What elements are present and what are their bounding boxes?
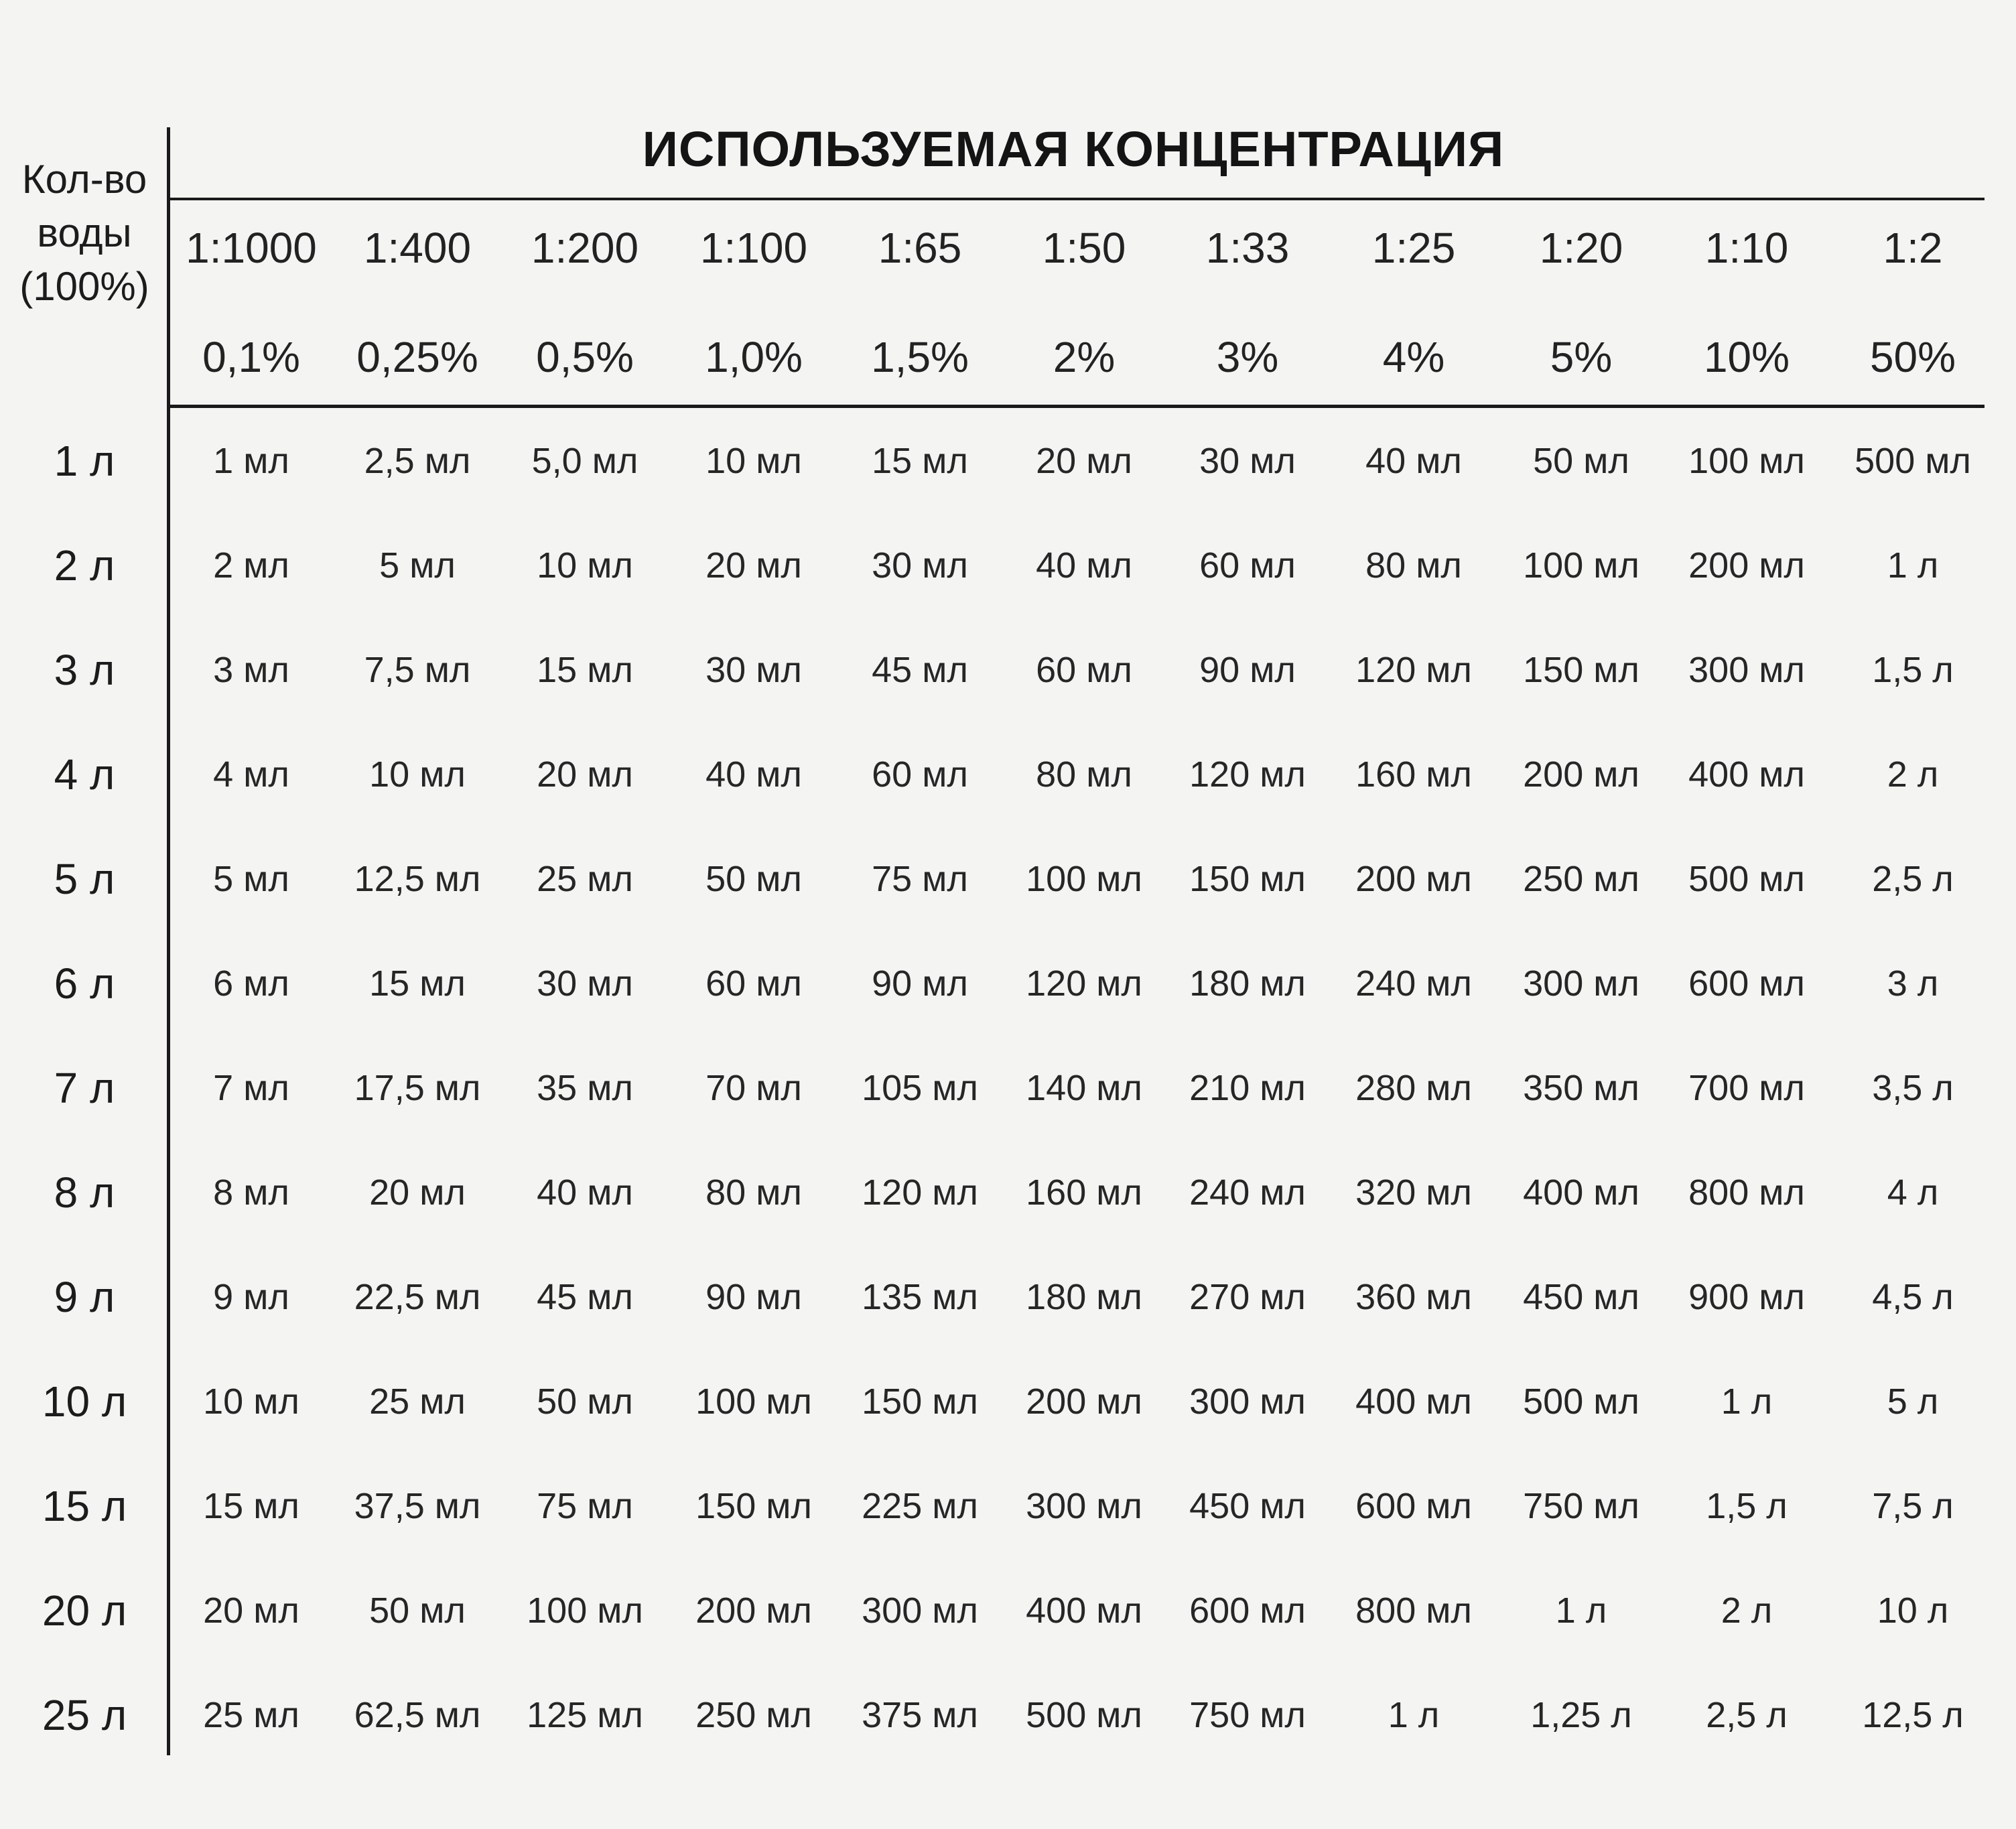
water-volume-label: 4 л	[54, 750, 115, 799]
dose-cell: 300 мл	[1026, 1486, 1142, 1526]
dose-cell: 5 мл	[379, 545, 456, 586]
percent-header: 5%	[1550, 333, 1613, 381]
dose-cell: 280 мл	[1355, 1068, 1472, 1108]
dose-cell: 30 мл	[705, 650, 802, 690]
dose-cell: 5,0 мл	[531, 441, 639, 481]
dose-cell: 2,5 мл	[364, 441, 471, 481]
water-volume-label: 25 л	[42, 1691, 127, 1739]
dose-cell: 100 мл	[695, 1381, 812, 1422]
dose-cell: 200 мл	[695, 1590, 812, 1631]
dose-cell: 75 мл	[537, 1486, 633, 1526]
percent-header: 50%	[1869, 333, 1956, 381]
dose-cell: 180 мл	[1189, 963, 1306, 1004]
dose-cell: 1,5 л	[1706, 1486, 1788, 1526]
dose-cell: 40 мл	[537, 1172, 633, 1213]
dose-cell: 40 мл	[1365, 441, 1462, 481]
dose-cell: 300 мл	[1688, 650, 1805, 690]
dose-cell: 140 мл	[1026, 1068, 1142, 1108]
dose-cell: 10 мл	[537, 545, 633, 586]
dose-cell: 25 мл	[203, 1695, 299, 1735]
dose-cell: 750 мл	[1523, 1486, 1639, 1526]
water-volume-label: 10 л	[42, 1377, 127, 1426]
dose-cell: 50 мл	[705, 859, 802, 899]
dose-cell: 400 мл	[1026, 1590, 1142, 1631]
dose-cell: 400 мл	[1523, 1172, 1639, 1213]
dose-cell: 25 мл	[537, 859, 633, 899]
dose-cell: 10 мл	[369, 754, 466, 795]
dose-cell: 120 мл	[1026, 963, 1142, 1004]
ratio-header: 1:2	[1883, 224, 1943, 272]
dose-cell: 150 мл	[1523, 650, 1639, 690]
dose-cell: 17,5 мл	[354, 1068, 481, 1108]
percent-header: 1,0%	[705, 333, 803, 381]
dose-cell: 800 мл	[1688, 1172, 1805, 1213]
dose-cell: 1,5 л	[1872, 650, 1954, 690]
dose-cell: 10 мл	[705, 441, 802, 481]
dose-cell: 150 мл	[862, 1381, 978, 1422]
water-volume-label: 5 л	[54, 855, 115, 903]
dose-cell: 1 л	[1388, 1695, 1440, 1735]
dose-cell: 45 мл	[872, 650, 968, 690]
dose-cell: 10 л	[1877, 1590, 1949, 1631]
ratio-header: 1:10	[1704, 224, 1789, 272]
dose-cell: 35 мл	[537, 1068, 633, 1108]
dose-cell: 3 мл	[213, 650, 289, 690]
dose-cell: 10 мл	[203, 1381, 299, 1422]
dose-cell: 50 мл	[369, 1590, 466, 1631]
dose-cell: 300 мл	[1189, 1381, 1306, 1422]
dose-cell: 600 мл	[1355, 1486, 1472, 1526]
dose-cell: 100 мл	[1688, 441, 1805, 481]
dose-cell: 4,5 л	[1872, 1277, 1954, 1317]
dose-cell: 270 мл	[1189, 1277, 1306, 1317]
dose-cell: 350 мл	[1523, 1068, 1639, 1108]
dose-cell: 100 мл	[1026, 859, 1142, 899]
dose-cell: 400 мл	[1355, 1381, 1472, 1422]
dose-cell: 40 мл	[1036, 545, 1132, 586]
dose-cell: 225 мл	[862, 1486, 978, 1526]
dose-cell: 5 мл	[213, 859, 289, 899]
dose-cell: 100 мл	[1523, 545, 1639, 586]
dose-cell: 120 мл	[1189, 754, 1306, 795]
percent-header: 4%	[1382, 333, 1445, 381]
dose-cell: 600 мл	[1688, 963, 1805, 1004]
dose-cell: 3,5 л	[1872, 1068, 1954, 1108]
dose-cell: 50 мл	[537, 1381, 633, 1422]
dose-cell: 100 мл	[527, 1590, 643, 1631]
dose-cell: 1 мл	[213, 441, 289, 481]
dose-cell: 240 мл	[1355, 963, 1472, 1004]
dose-cell: 300 мл	[1523, 963, 1639, 1004]
ratio-header: 1:400	[363, 224, 472, 272]
percent-header: 3%	[1216, 333, 1279, 381]
dose-cell: 90 мл	[872, 963, 968, 1004]
dose-cell: 500 мл	[1855, 441, 1971, 481]
dose-cell: 2 л	[1887, 754, 1939, 795]
percent-header: 0,25%	[356, 333, 478, 381]
dose-cell: 400 мл	[1688, 754, 1805, 795]
dose-cell: 60 мл	[1199, 545, 1296, 586]
dose-cell: 75 мл	[872, 859, 968, 899]
dose-cell: 20 мл	[537, 754, 633, 795]
dose-cell: 200 мл	[1688, 545, 1805, 586]
dose-cell: 50 мл	[1533, 441, 1629, 481]
dose-cell: 800 мл	[1355, 1590, 1472, 1631]
dose-cell: 7,5 л	[1872, 1486, 1954, 1526]
dose-cell: 135 мл	[862, 1277, 978, 1317]
dose-cell: 240 мл	[1189, 1172, 1306, 1213]
dose-cell: 2,5 л	[1872, 859, 1954, 899]
dose-cell: 80 мл	[1365, 545, 1462, 586]
dose-cell: 7 мл	[213, 1068, 289, 1108]
water-volume-label: 9 л	[54, 1273, 115, 1321]
dose-cell: 25 мл	[369, 1381, 466, 1422]
water-volume-label: 7 л	[54, 1064, 115, 1112]
dose-cell: 60 мл	[1036, 650, 1132, 690]
dose-cell: 45 мл	[537, 1277, 633, 1317]
dose-cell: 125 мл	[527, 1695, 643, 1735]
ratio-header: 1:20	[1539, 224, 1623, 272]
percent-header: 2%	[1053, 333, 1116, 381]
dose-cell: 450 мл	[1523, 1277, 1639, 1317]
dose-cell: 500 мл	[1026, 1695, 1142, 1735]
water-volume-label: 2 л	[54, 541, 115, 590]
dose-cell: 160 мл	[1355, 754, 1472, 795]
dose-cell: 20 мл	[203, 1590, 299, 1631]
dose-cell: 6 мл	[213, 963, 289, 1004]
dose-cell: 105 мл	[862, 1068, 978, 1108]
dose-cell: 5 л	[1887, 1381, 1939, 1422]
dose-cell: 120 мл	[862, 1172, 978, 1213]
ratio-header: 1:25	[1371, 224, 1456, 272]
dose-cell: 30 мл	[872, 545, 968, 586]
dose-cell: 22,5 мл	[354, 1277, 481, 1317]
dose-cell: 20 мл	[1036, 441, 1132, 481]
dose-cell: 70 мл	[705, 1068, 802, 1108]
dose-cell: 700 мл	[1688, 1068, 1805, 1108]
dose-cell: 60 мл	[705, 963, 802, 1004]
water-volume-label: 6 л	[54, 959, 115, 1008]
water-volume-label: 8 л	[54, 1168, 115, 1217]
dose-cell: 30 мл	[537, 963, 633, 1004]
dose-cell: 120 мл	[1355, 650, 1472, 690]
dose-cell: 750 мл	[1189, 1695, 1306, 1735]
dose-cell: 600 мл	[1189, 1590, 1306, 1631]
dose-cell: 500 мл	[1688, 859, 1805, 899]
dose-cell: 37,5 мл	[354, 1486, 481, 1526]
ratio-header: 1:33	[1205, 224, 1290, 272]
dose-cell: 1 л	[1887, 545, 1939, 586]
dose-cell: 360 мл	[1355, 1277, 1472, 1317]
dose-cell: 300 мл	[862, 1590, 978, 1631]
dose-cell: 150 мл	[695, 1486, 812, 1526]
ratio-header: 1:50	[1042, 224, 1126, 272]
ratio-header: 1:1000	[186, 224, 317, 272]
dose-cell: 2 л	[1721, 1590, 1773, 1631]
percent-header: 0,5%	[536, 333, 634, 381]
water-volume-label: 20 л	[42, 1586, 127, 1635]
dose-cell: 80 мл	[1036, 754, 1132, 795]
dose-cell: 4 л	[1887, 1172, 1939, 1213]
dose-cell: 62,5 мл	[354, 1695, 481, 1735]
dose-cell: 60 мл	[872, 754, 968, 795]
percent-header: 1,5%	[871, 333, 969, 381]
dose-cell: 150 мл	[1189, 859, 1306, 899]
dose-cell: 90 мл	[1199, 650, 1296, 690]
dose-cell: 180 мл	[1026, 1277, 1142, 1317]
dose-cell: 500 мл	[1523, 1381, 1639, 1422]
water-volume-label: 1 л	[54, 437, 115, 485]
dose-cell: 20 мл	[369, 1172, 466, 1213]
dose-cell: 15 мл	[203, 1486, 299, 1526]
water-header-line-2: воды	[37, 210, 132, 255]
dose-cell: 80 мл	[705, 1172, 802, 1213]
dose-cell: 7,5 мл	[364, 650, 471, 690]
header-top-rule	[169, 198, 1985, 200]
dose-cell: 40 мл	[705, 754, 802, 795]
dose-cell: 12,5 л	[1862, 1695, 1964, 1735]
dose-cell: 2,5 л	[1706, 1695, 1788, 1735]
dose-cell: 250 мл	[695, 1695, 812, 1735]
ratio-header: 1:200	[531, 224, 639, 272]
dose-cell: 20 мл	[705, 545, 802, 586]
water-quantity-header	[0, 153, 169, 314]
dose-cell: 15 мл	[369, 963, 466, 1004]
dose-cell: 12,5 мл	[354, 859, 481, 899]
ratio-header: 1:65	[878, 224, 962, 272]
water-header-line-1: Кол-во	[21, 157, 147, 202]
dose-cell: 1 л	[1555, 1590, 1607, 1631]
water-header-line-3: (100%)	[19, 264, 149, 309]
dose-cell: 250 мл	[1523, 859, 1639, 899]
dose-cell: 2 мл	[213, 545, 289, 586]
dose-cell: 900 мл	[1688, 1277, 1805, 1317]
header-bottom-rule	[169, 405, 1985, 408]
dose-cell: 8 мл	[213, 1172, 289, 1213]
table-title: ИСПОЛЬЗУЕМАЯ КОНЦЕНТРАЦИЯ	[642, 121, 1505, 177]
dose-cell: 90 мл	[705, 1277, 802, 1317]
dose-cell: 200 мл	[1026, 1381, 1142, 1422]
dose-cell: 200 мл	[1355, 859, 1472, 899]
dose-cell: 160 мл	[1026, 1172, 1142, 1213]
dose-cell: 9 мл	[213, 1277, 289, 1317]
dose-cell: 15 мл	[872, 441, 968, 481]
dose-cell: 1 л	[1721, 1381, 1773, 1422]
dose-cell: 450 мл	[1189, 1486, 1306, 1526]
dose-cell: 30 мл	[1199, 441, 1296, 481]
dose-cell: 320 мл	[1355, 1172, 1472, 1213]
dose-cell: 15 мл	[537, 650, 633, 690]
dose-cell: 210 мл	[1189, 1068, 1306, 1108]
dose-cell: 200 мл	[1523, 754, 1639, 795]
dose-cell: 1,25 л	[1530, 1695, 1632, 1735]
water-volume-label: 15 л	[42, 1482, 127, 1530]
dose-cell: 375 мл	[862, 1695, 978, 1735]
percent-header: 10%	[1703, 333, 1790, 381]
dose-cell: 3 л	[1887, 963, 1939, 1004]
dose-cell: 4 мл	[213, 754, 289, 795]
percent-header: 0,1%	[202, 333, 300, 381]
water-volume-label: 3 л	[54, 646, 115, 694]
ratio-header: 1:100	[699, 224, 808, 272]
